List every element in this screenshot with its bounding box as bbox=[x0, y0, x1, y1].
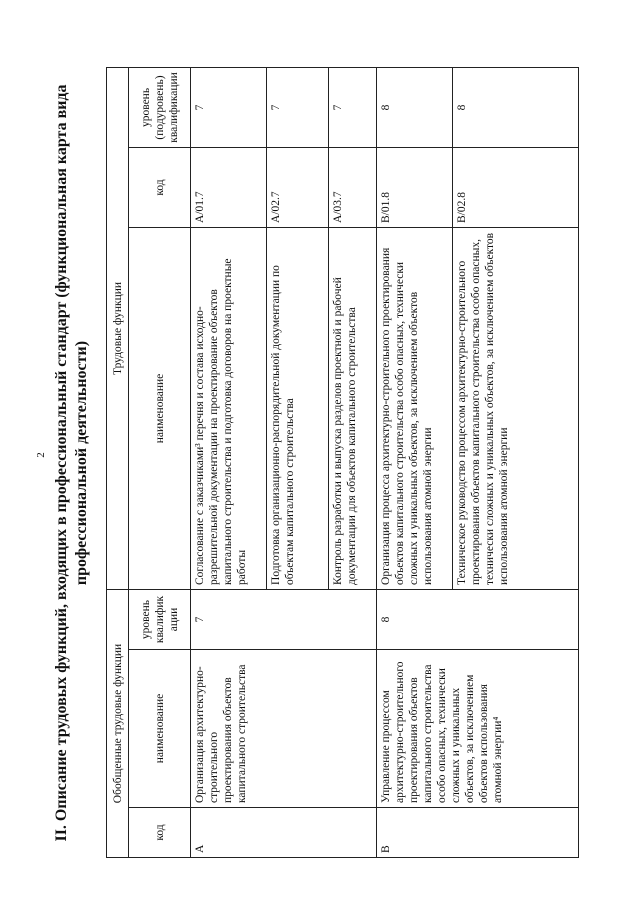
page-number: 2 bbox=[34, 452, 47, 458]
title-line-2: профессиональной деятельности) bbox=[73, 340, 90, 586]
func-level-cell: 7 bbox=[191, 67, 267, 147]
section-title bbox=[52, 68, 92, 858]
header-gen-code: код bbox=[129, 808, 191, 858]
func-level-cell: 7 bbox=[329, 67, 377, 147]
header-func-level: уровень (подуровень) квалификации bbox=[129, 67, 191, 147]
func-level-cell: 8 bbox=[377, 67, 453, 147]
func-code-cell: В/01.8 bbox=[377, 147, 453, 227]
title-line-1: II. Описание трудовых функций, входящих в профессиональный стандарт (функциональная карта вида bbox=[53, 84, 70, 842]
gen-code-cell: В bbox=[377, 808, 579, 858]
header-func-code: код bbox=[129, 147, 191, 227]
func-name-cell: Организация процесса архитектурно-строительного проектирования объектов капитального строительства особо опасных, технически сложных и уникальных объектов, за исключением объектов использования атомной энергии bbox=[377, 227, 453, 589]
func-code-cell: А/01.7 bbox=[191, 147, 267, 227]
gen-code-cell: А bbox=[191, 808, 377, 858]
table-row bbox=[191, 67, 267, 857]
header-gen-level: уровень квалификации bbox=[129, 589, 191, 649]
func-level-cell: 7 bbox=[267, 67, 329, 147]
func-level-cell: 8 bbox=[453, 67, 579, 147]
functional-map-table bbox=[106, 67, 579, 858]
header-generalized-functions: Обобщенные трудовые функции bbox=[107, 589, 129, 857]
func-name-cell: Подготовка организационно-распорядительной документации по объектам капитального строительства bbox=[267, 227, 329, 589]
func-code-cell: А/03.7 bbox=[329, 147, 377, 227]
header-gen-name: наименование bbox=[129, 650, 191, 808]
func-name-cell: Согласование с заказчиками³ перечня и состава исходно-разрешительной документации на проектирование объектов капитального строительства и подготовка договоров на проектные работы bbox=[191, 227, 267, 589]
gen-level-cell: 7 bbox=[191, 589, 377, 649]
gen-name-cell: Управление процессом архитектурно-строительного проектирования объектов капитального строительства особо опасных, технически сложных и уникальных объектов, за исключением объектов использования атомной энергии⁴ bbox=[377, 650, 579, 808]
gen-level-cell: 8 bbox=[377, 589, 579, 649]
table-row bbox=[377, 67, 453, 857]
rotated-content bbox=[52, 68, 632, 858]
func-code-cell: А/02.7 bbox=[267, 147, 329, 227]
func-name-cell: Техническое руководство процессом архитектурно-строительного проектирования объектов капитального строительства особо опасных, технически сложных и уникальных объектов, за исключением объектов использования атомной энергии bbox=[453, 227, 579, 589]
func-code-cell: В/02.8 bbox=[453, 147, 579, 227]
func-name-cell: Контроль разработки и выпуска разделов проектной и рабочей документации для объектов капитального строительства bbox=[329, 227, 377, 589]
gen-name-cell: Организация архитектурно-строительного проектирования объектов капитального строительства bbox=[191, 650, 377, 808]
header-labor-functions: Трудовые функции bbox=[107, 67, 129, 589]
header-func-name: наименование bbox=[129, 227, 191, 589]
